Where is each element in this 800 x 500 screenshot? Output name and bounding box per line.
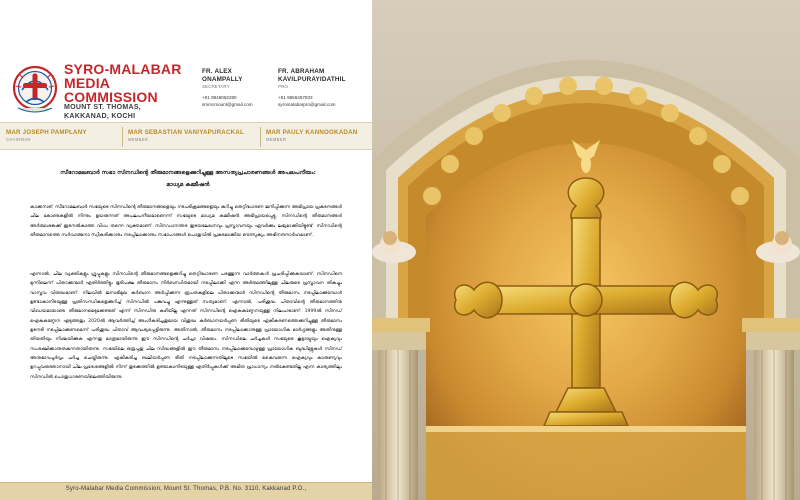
address-line-2: KAKKANAD, KOCHI	[64, 113, 136, 120]
contact-email: smmcmount@gmail.com	[202, 102, 253, 108]
altar-photo	[372, 0, 800, 500]
press-release-letter	[0, 0, 372, 500]
org-name-line-2: MEDIA	[64, 75, 111, 91]
contact-name-line-2: ONAMPALLY	[202, 75, 243, 83]
contact-pro	[278, 68, 368, 108]
contact-role: SECRETARY	[202, 84, 230, 90]
altar-pedestal	[426, 426, 746, 500]
letter-paragraph-2: എന്നാൽ, ചില വ്യക്തികളും ഗ്രൂപ്പുകളും സിനഡിന്റെ തീരുമാനങ്ങളെക്കുറിച്ചു തെറ്റിദ്ധാരണ പരത്തുന്ന വാർത്തകൾ പ്രചരിപ്പിക്കുകയാണ്. സിനഡിനെ മുന്നിലെന്ന് പിതാക്കന്മാർ എതിർത്തിട്ടും ഭൂരിപക്ഷ തീരുമാനം നിർബന്ധിതമായി നടപ്പിലാക്കി എന്ന അർത്ഥത്തിലുള്ള ചിലരുടെ പ്രസ്താവന തികച്ചും വാസ്തവ വിരുദ്ധമാണ്. നിലവിൽ ജനാഭിമുഖ കുർബാന അർപ്പിക്കുന്ന രൂപതകളിലെ പിതാക്കന്മാർ സിനഡിന്റെ തീരുമാനം നടപ്പിലാക്കുമ്പോൾ ഉണ്ടാകാനിടയുള്ള പ്രതിസന്ധികളെക്കുറിച്ച് സിനഡിൽ പങ്കുവച്ചു എന്നുള്ളത് സത്യമാണ്. എന്നാൽ, പരിശുദ്ധ പിതാവിന്റെ തീരുമാനത്തിനു വിധേയമായാണു തീരുമാനമെടുക്കേണ്ടത് എന്ന് സിനഡിനു കഴിയില്ല എന്നത് സിനഡിന്റെ ഐകകണ്ഠേനയുള്ള നിലപാടാണ്. 1999ൽ സിനഡ് ഐകകണ്ഠേന എടുത്തതും 2020ൽ ആവർത്തിച്ച് അംഗീകരിച്ചതുമായ വിശുദ്ധ കുർബാനയർപ്പണ രീതിയുടെ ഏകീകരണത്തെക്കുറിച്ചുള്ള തീരുമാനം ഉടനടി നടപ്പിലാക്കണമെന്ന് പരിശുദ്ധ പിതാവ് ആവശ്യപ്പെട്ടിരുന്നു. അതിനാൽ, തീരുമാനം നടപ്പിലാക്കാനുള്ള പ്രായോഗിക മാർഗ്ഗങ്ങളും അതിനുള്ള തിയതിയും നിശ്ചയിക്കുക എന്നതു മാത്രമായിരുന്നു ഈ സിനഡിന്റെ ചർച്ചാ വിഷയം. സിനഡിലെ ചർച്ചകൾ സഭയുടെ കൂട്ടായ്മയും ഐക്യവും സംരക്ഷിക്കാനുതകുന്നതായിരുന്നു. സഭയിലെ ഒരൂപുതു ചില സിദ്ധങ്ങളിൽ ഈ തീരുമാനം നടപ്പിലാക്കുമ്പോഴുള്ള പ്രായോഗിക ബുദ്ധിമുട്ടുകൾ സിനഡ് അനുഭാവപൂർവ്വം ചർച്ച ചെയ്തിരുന്നു. ഏകീകരിച്ച ബലിയർപ്പണ രീതി നടപ്പിലാക്കുന്നതിലൂടെ സഭയിൽ കൈവരുന്ന ഐക്യവും കാരുണ്യവും ഉറപ്പുവരുത്താനായി ചില പ്രദേശങ്ങളിൽ നിന്ന് തുടക്കത്തിൽ ഉണ്ടാകാനിടയുള്ള എതിർപ്പുകൾക്ക് അമിത പ്രാധാന്യം നൽകേണ്ടതില്ല എന്ന കാര്യത്തിലും സിനഡിൽ പൊതുധാരണയിലെത്തിയിരുന്നു.	[30, 272, 342, 380]
org-name-line-3: COMMISSION	[64, 89, 158, 105]
org-name-line-1: SYRO-MALABAR	[64, 61, 182, 77]
member-name: MAR JOSEPH PAMPLANY	[6, 129, 87, 136]
footer-address: Syro-Malabar Media Commission, Mount St. Thomas, P.B. No. 3110, Kakkanad P.O.,	[65, 486, 307, 492]
member-name: MAR PAULY KANNOOKADAN	[266, 129, 358, 136]
band-divider	[122, 127, 123, 147]
contact-name-line-2: KAVILPURAYIDATHIL	[278, 75, 346, 83]
band-divider	[260, 127, 261, 147]
commission-logo-emblem	[12, 64, 58, 118]
commission-logo	[12, 64, 58, 118]
member-role: CHAIRMAN	[6, 137, 31, 142]
altar-ledge	[426, 426, 746, 432]
contact-name-line-1: FR. ABRAHAM	[278, 68, 325, 75]
subject-line-2: മാധ്യമ കമ്മീഷൻ	[166, 182, 210, 188]
member-2	[266, 129, 357, 143]
contact-email: syromalabarpro@gmail.com	[278, 102, 336, 108]
contact-phone: +91 9946062280	[202, 95, 237, 101]
letter-paragraph-1: കാക്കനാട്: സീറോമലബാർ സഭയുടെ സിനഡിന്റെ തീരുമാനങ്ങളെയും നടപടിക്രമങ്ങളെയും കുറിച്ചു തെറ്റിദ്ധാരണ ജനിപ്പിക്കുന്ന അഭിപ്രായ പ്രകടനങ്ങൾ ചില കോണുകളിൽ നിന്നും ഉയരുന്നത് അപലപനീയമാണെന്ന് സഭയുടെ മാധ്യമ കമ്മീഷൻ അഭിപ്രായപ്പെട്ടു. സിനഡിന്റെ തീരുമാനങ്ങൾ അർത്ഥശങ്കക്ക് ഇടനൽകാത്ത വിധം തന്നെ വ്യക്തമാണ്. സിനഡാനന്തര ഇടയലേഖനവും പ്രസ്താവനയും ഏവർക്കും ലഭ്യമാക്കിയിട്ടുണ്ട്. സിനഡിന്റെ തീരുമാനത്തെ സർവാത്മനാ സ്വീകരിക്കാനും നടപ്പിലാക്കാനും സഭാംഗങ്ങൾ പൊതുവിൽ പ്രകടമാക്കിയ ഔത്സുക്യം അഭിനന്ദനാർഹമാണ്.	[30, 205, 342, 239]
member-chairman	[6, 129, 87, 143]
contact-phone: +91 9656467833	[278, 95, 313, 101]
member-name: MAR SEBASTIAN VANIYAPURACKAL	[128, 129, 244, 136]
contact-name-line-1: FR. ALEX	[202, 68, 233, 75]
contact-role: PRO	[278, 84, 288, 90]
member-1	[128, 129, 244, 143]
organization-address	[64, 103, 184, 121]
member-role: MEMBER	[266, 137, 287, 142]
contact-secretary	[202, 68, 272, 108]
members-band	[0, 122, 372, 150]
member-role: MEMBER	[128, 137, 149, 142]
subject-line-1: സീറോമലബാർ സഭാ സിനഡിന്റെ തീരുമാനങ്ങളെക്കുറിച്ചുള്ള അസത്യപ്രചാരണങ്ങൾ അപലപനീയം:	[60, 170, 316, 176]
gold-cross-altar-image	[372, 0, 800, 500]
letter-footer	[0, 482, 372, 500]
organization-name	[64, 62, 189, 104]
address-line-1: MOUNT ST. THOMAS,	[64, 104, 142, 111]
letter-subject	[58, 167, 318, 191]
